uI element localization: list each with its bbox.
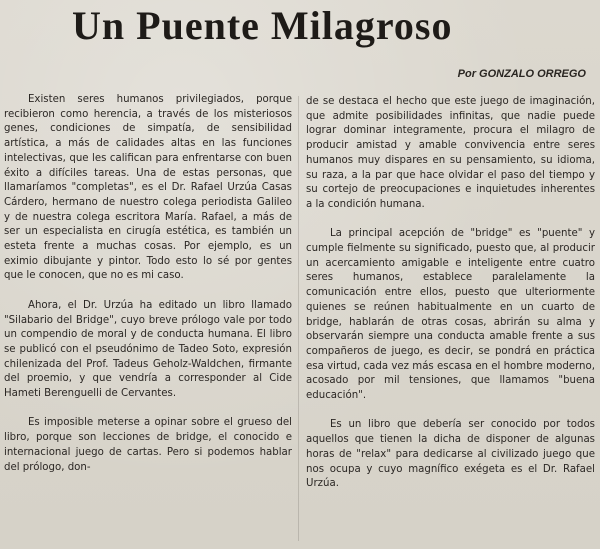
- paragraph: Existen seres humanos privilegiados, porque recibieron como herencia, a través de los misteriosos genes, condiciones de simpatía, de sensibilidad artística, a más de calidades altas en las funciones intelectivas, que les califican para enfrentarse con buen éxito a difíciles tareas. Una de estas personas, que llamaríamos "completas", es el Dr. Rafael Urzúa Casas Cárdero, hermano de nuestro colega periodista Galileo y de nuestra colega escritora María. Rafael, a más de ser un especialista en cirugía estética, es también un esteta frente a muchas cosas. Por ejemplo, es un eximio dibujante y pintor. Todo esto lo sé por gentes que le conocen, que no es mi caso.: [4, 94, 292, 282]
- paragraph: Es un libro que debería ser conocido por todos aquellos que tienen la dicha de disponer de algunas horas de "relax" para dedicarse al civilizado juego que nos ocupa y cuyo magnífico exégeta es el Dr. Rafael Urzúa.: [306, 419, 595, 490]
- paragraph: Es imposible meterse a opinar sobre el grueso del libro, porque son lecciones de bridge, el conocido e internacional juego de cartas. Pero si podemos hablar del prólogo, don-: [4, 417, 292, 473]
- left-column: [4, 93, 292, 475]
- right-column: [306, 95, 595, 492]
- column-divider: [298, 96, 299, 541]
- article-title: Un Puente Milagroso: [72, 3, 453, 48]
- article-byline: Por GONZALO ORREGO: [457, 68, 586, 80]
- paragraph: Ahora, el Dr. Urzúa ha editado un libro llamado "Silabario del Bridge", cuyo breve prólogo vale por todo un compendio de moral y de conducta humana. El libro se publicó con el pseudónimo de Tadeo Soto, expresión chilenizada del Prof. Tadeus Geholz-Waldchen, firmante del proemio, y que vendría a corresponder al Cide Hameti Berenguelli de Cervantes.: [4, 299, 292, 400]
- paragraph: de se destaca el hecho que este juego de imaginación, que admite posibilidades infinitas, que nadie puede lograr dominar integramente, procura el milagro de producir amistad y amable convivencia entre seres humanos muy dispares en su pensamiento, su idioma, su raza, a la par que hace olvidar el paso del tiempo y su cortejo de preocupaciones e inquietudes inherentes a la condición humana.: [306, 96, 595, 210]
- paragraph: La principal acepción de "bridge" es "puente" y cumple fielmente su significado, puesto que, al producir un acercamiento amigable e inteligente entre cuatro seres humanos, establece paralelamente la comunicación entre ellos, puesto que ulteriormente quienes se reúnen habitualmente en un cuarto de bridge, hablarán de otras cosas, abrirán su alma y observarán siempre una conducta amable frente a sus compañeros de juego, es decir, se pondrá en práctica esa virtud, cada vez más escasa en el hombre moderno, acosado por mil tensiones, que llamamos "buena educación".: [306, 228, 595, 402]
